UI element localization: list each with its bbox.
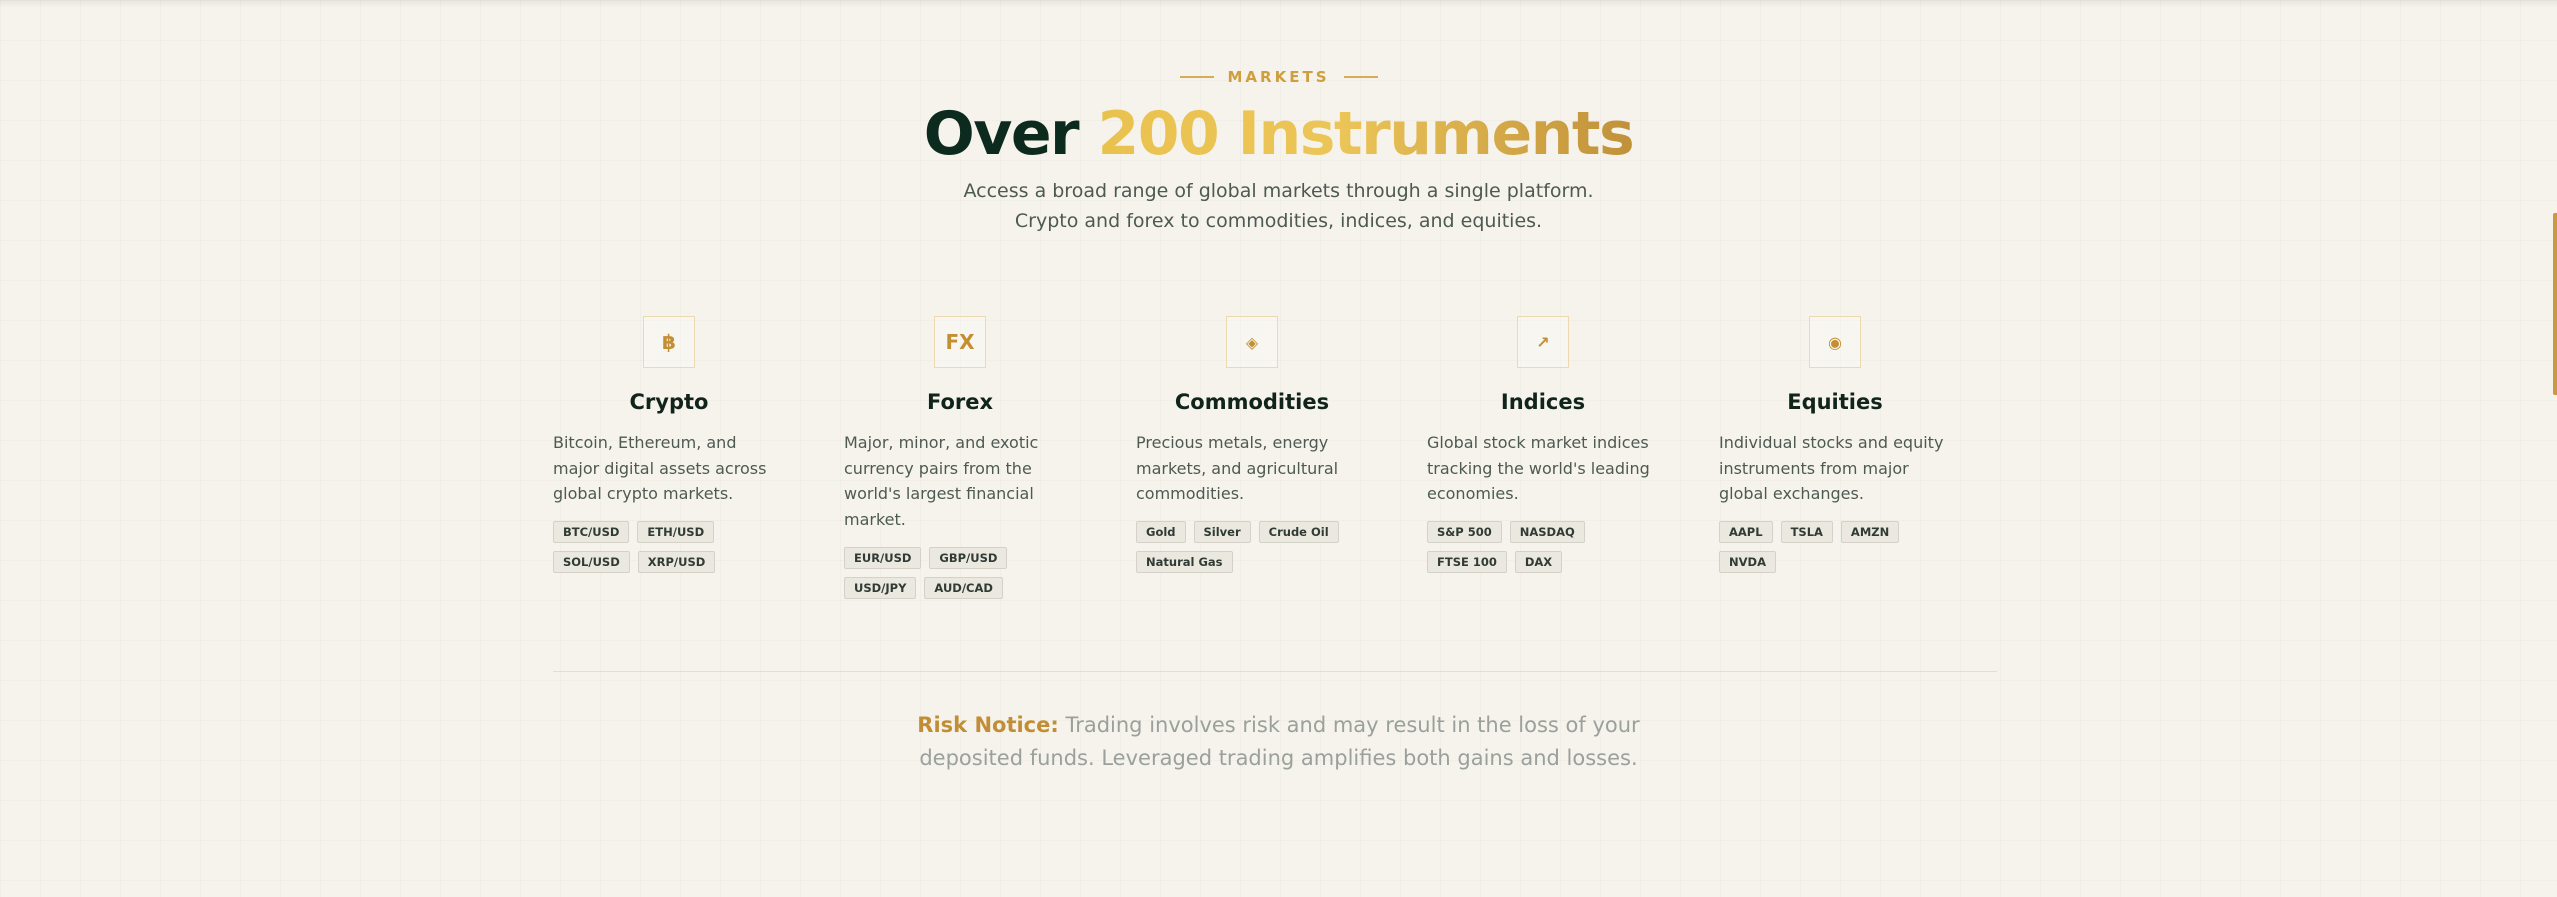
instrument-tag[interactable]: EUR/USD	[844, 547, 921, 569]
section-title	[0, 96, 2557, 172]
eyebrow-line-left	[1180, 76, 1214, 78]
instrument-tags	[553, 521, 785, 573]
card-description: Precious metals, energy markets, and agricultural commodities.	[1136, 433, 1339, 503]
instrument-tag[interactable]: ETH/USD	[637, 521, 714, 543]
instrument-tag[interactable]: SOL/USD	[553, 551, 630, 573]
title-accent: 200 Instruments	[1097, 99, 1634, 169]
risk-notice	[888, 709, 1669, 775]
instrument-tag[interactable]: Silver	[1194, 521, 1251, 543]
instrument-tag[interactable]: NVDA	[1719, 551, 1776, 573]
fx-icon: FX	[934, 316, 986, 368]
instrument-tag[interactable]: Gold	[1136, 521, 1186, 543]
commodity-diamond-icon: ◈	[1226, 316, 1278, 368]
scrollbar-thumb[interactable]	[2553, 213, 2557, 395]
instrument-tags	[1427, 521, 1659, 573]
card-description: Individual stocks and equity instruments from major global exchanges.	[1719, 433, 1944, 503]
section-subtitle: Access a broad range of global markets through a single platform. Crypto and forex to commodities, indices, and equities.	[963, 180, 1594, 232]
instrument-tag[interactable]: TSLA	[1781, 521, 1833, 543]
instrument-tag[interactable]: GBP/USD	[929, 547, 1007, 569]
equity-coin-icon: ◉	[1809, 316, 1861, 368]
instrument-tag[interactable]: AMZN	[1841, 521, 1899, 543]
instrument-tag[interactable]: AAPL	[1719, 521, 1773, 543]
instrument-tag[interactable]: BTC/USD	[553, 521, 629, 543]
instrument-tags	[844, 547, 1076, 599]
title-prefix: Over	[923, 99, 1079, 169]
card-description: Bitcoin, Ethereum, and major digital assets across global crypto markets.	[553, 433, 767, 503]
instrument-tag[interactable]: USD/JPY	[844, 577, 916, 599]
eyebrow-line-right	[1344, 76, 1378, 78]
instrument-tag[interactable]: XRP/USD	[638, 551, 716, 573]
card-description: Global stock market indices tracking the world's leading economies.	[1427, 433, 1650, 503]
instrument-tag[interactable]: S&P 500	[1427, 521, 1502, 543]
instrument-tag[interactable]: Crude Oil	[1259, 521, 1339, 543]
card-title: Forex	[926, 390, 994, 414]
instrument-tags	[1719, 521, 1951, 573]
trend-arrow-icon: ↗	[1517, 316, 1569, 368]
card-title: Crypto	[629, 390, 709, 414]
risk-notice-label: Risk Notice:	[917, 713, 1059, 737]
eyebrow-label: MARKETS	[1227, 68, 1330, 86]
card-description: Major, minor, and exotic currency pairs from the world's largest financial market.	[844, 433, 1039, 529]
instrument-tag[interactable]: NASDAQ	[1510, 521, 1585, 543]
header-shadow	[0, 0, 2557, 8]
section-eyebrow	[0, 68, 2557, 86]
card-title: Equities	[1787, 390, 1883, 414]
scrollbar[interactable]	[2551, 0, 2557, 897]
bitcoin-icon: ฿	[643, 316, 695, 368]
instrument-tag[interactable]: AUD/CAD	[924, 577, 1003, 599]
card-title: Commodities	[1174, 390, 1330, 414]
instrument-tag[interactable]: DAX	[1515, 551, 1562, 573]
instrument-tag[interactable]: Natural Gas	[1136, 551, 1233, 573]
section-divider	[553, 671, 1997, 672]
card-title: Indices	[1500, 390, 1586, 414]
instrument-tags	[1136, 521, 1368, 573]
instrument-tag[interactable]: FTSE 100	[1427, 551, 1507, 573]
market-cards	[553, 316, 2009, 616]
risk-notice-text: Trading involves risk and may result in the loss of your deposited funds. Leveraged trading amplifies both gains and losses.	[919, 713, 1640, 770]
